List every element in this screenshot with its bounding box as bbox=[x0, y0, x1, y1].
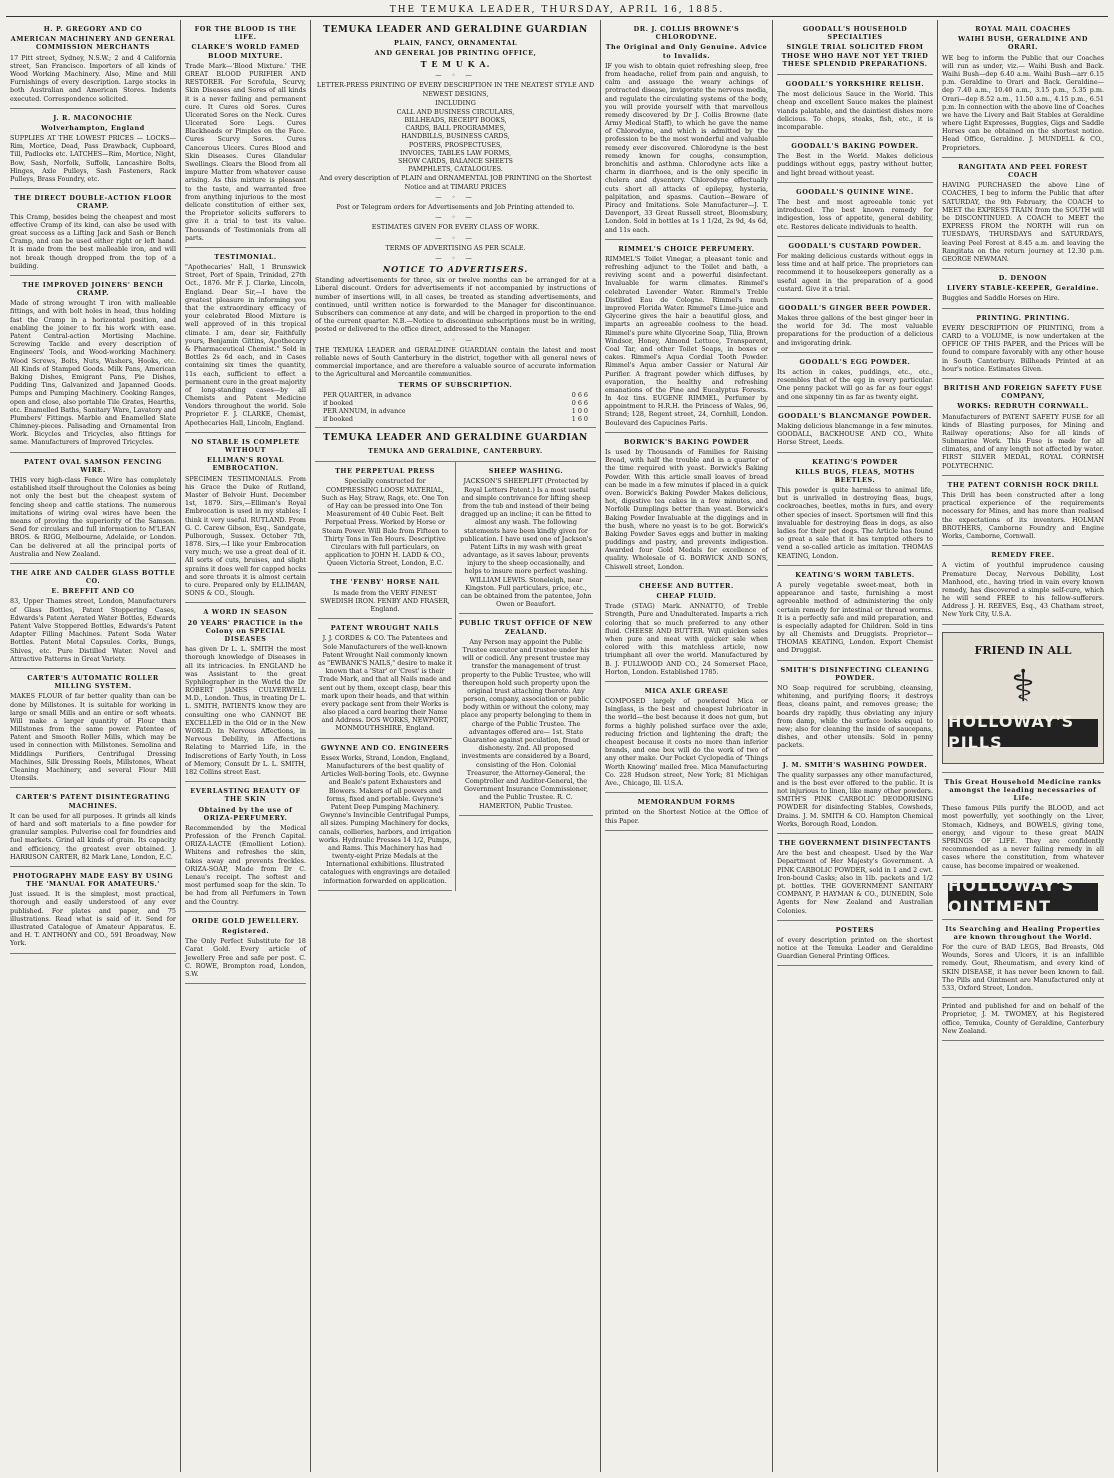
ad-heading: BORWICK'S BAKING POWDER bbox=[623, 437, 750, 446]
ad-body: HAVING PURCHASED the above Line of COACHES, I beg to inform the Public that after SATURDAY, the 9th February, the COACH to MEET the EXPRESS TRAIN from the SOUTH will be DISCONTINUED. A COACH to MEET the EXPRESS FROM the NORTH will run on TUESDAYS, THURSDAYS and SATURDAYS, leaving Peel Forest at 8.45 a.m. and leaving the Rangitata on the return journey at 12.30 p.m. GEORGE NEWMAN. bbox=[942, 181, 1104, 263]
about-paper: THE TEMUKA LEADER and GERALDINE GUARDIAN contain the latest and most reliable news of South Canterbury in the district, together with all general news of commercial importance, and are therefore a valuable source of accurate information to the Agricultural and Mercantile communities. bbox=[315, 345, 596, 379]
advertisement bbox=[942, 998, 1104, 1041]
ad-heading: NO STABLE IS COMPLETE WITHOUT bbox=[191, 437, 300, 454]
subscription-amount: 0 6 6 bbox=[571, 398, 588, 407]
ad-heading: GOODALL'S HOUSEHOLD SPECIALTIES bbox=[802, 25, 908, 42]
printing-item: CALL AND BUSINESS CIRCULARS, bbox=[396, 107, 515, 116]
advertisement bbox=[10, 669, 176, 788]
ad-heading: SHEEP WASHING. bbox=[488, 467, 564, 476]
advertisement bbox=[942, 920, 1104, 999]
advertisement bbox=[942, 773, 1104, 876]
notice-heading: NOTICE TO ADVERTISERS. bbox=[382, 264, 529, 275]
advertisement bbox=[185, 248, 306, 433]
advertisement bbox=[10, 564, 176, 669]
divider: — ◦ — bbox=[435, 71, 476, 80]
ad-body: A purely vegetable sweet-meat, both in appearance and taste, furnishing a most agreeable method of administering the only certain remedy for intestinal or thread worms. It is a perfectly safe and mild preparation, and is especially adapted for Children. Sold in tins by all Chemists and Druggists. Proprietor—THOMAS KEATING, London. Export Chemist and Druggist. bbox=[777, 580, 933, 655]
ad-heading: MEMORANDUM FORMS bbox=[637, 798, 736, 807]
printing-item: INVOICES, TABLES LAW FORMS, bbox=[399, 148, 512, 157]
advertisement bbox=[10, 109, 176, 190]
ad-heading: POSTERS bbox=[835, 925, 875, 934]
ad-heading: MICA AXLE GREASE bbox=[644, 686, 729, 695]
ad-body: THIS very high-class Fence Wire has completely established itself throughout the Colonies as being not only the best but the cheapest system of fencing sheep and cattle stations. The numerous imitations of wiring oval wires have been the means of proving the superiority of the Samson. Send for circulars and full information to M'LEAN BROS. & RIGG, Melbourne, Adelaide, or London. Can be delivered at all the principal ports of Australia and New Zealand. bbox=[10, 476, 176, 558]
advertisement bbox=[605, 793, 768, 831]
ad-body: Buggies and Saddle Horses on Hire. bbox=[942, 294, 1060, 303]
subscription-row bbox=[315, 415, 596, 423]
column-2 bbox=[181, 20, 311, 1472]
ad-body: Is used by Thousands of Families for Raising Bread, with half the trouble and in a quarter of the time required with yeast. Borwick's Baking Powder. With this article small loaves of bread can be made in a few minutes if placed in a quick oven. Borwick's Baking Powder Makes delicious, hot, digestive tea cakes in a few minutes, and Norfolk Dumplings better than yeast. Borwick's Baking Powder Invaluable at the diggings and in the bush, where no yeast is to be got. Borwick's Baking Powder Saves eggs and butter in making puddings and pastry, and prevents indigestion. Awarded four Gold Medals for excellence of quality. Wholesale of G. BORWICK AND SONS, Chiswell street, London. bbox=[605, 448, 768, 571]
ad-body: of every description printed on the shortest notice at the Temuka Leader and Geraldine Guardian General Printing Offices. bbox=[777, 935, 933, 961]
subscription-amount: 1 0 0 bbox=[571, 407, 588, 416]
advertisement bbox=[942, 625, 1104, 773]
divider: — ◦ — bbox=[435, 233, 476, 242]
ad-heading: REMEDY FREE. bbox=[991, 551, 1055, 560]
divider: — ◦ — bbox=[435, 213, 476, 222]
ad-body: "Apothecaries' Hall, 1 Brunswick Street, Port of Spain, Trinidad, 27th Oct., 1876. Mr F. J. Clarke, Lincoln, England. Dear Sir,—I have the greatest pleasure in informing you that the extraordinary efficacy of your celebrated Blood Mixture is well approved of in this tropical climate. I am, dear sir, Faithfully yours, Benjamin Gittins, Apothecary & Pharmaceutical Chemist." Sold in Bottles 2s 6d each, and in Cases containing six times the quantity, 11s each, sufficient to effect a permanent cure in the great majority of long-standing cases—by all Chemists and Patent Medicine Vendors throughout the world. Sole Proprietor F. J. CLARKE, Chemist, Apothecaries Hall, Lincoln, England. bbox=[185, 263, 306, 427]
ad-heading: CHEESE AND BUTTER. bbox=[639, 581, 734, 590]
ad-subheading: 20 YEARS' PRACTICE in the Colony on SPECIAL DISEASES bbox=[187, 618, 304, 643]
advertisement bbox=[10, 867, 176, 954]
advertisement bbox=[605, 577, 768, 682]
masthead: THE TEMUKA LEADER, THURSDAY, APRIL 16, 1885. bbox=[6, 4, 1108, 17]
ad-body: The quality surpasses any other manufactured, and is the best ever offered to the public. It is not injurious to linen, like many other powders. SMITH'S PINK CARBOLIC DEODORISING POWDER for disinfecting Stables, Cowsheds, Drains. J. M. SMITH & CO. Hampton Chemical Works, Borough Road, London. bbox=[777, 770, 933, 828]
post-orders-line: Post or Telegram orders for Advertisements and Job Printing attended to. bbox=[336, 202, 575, 211]
advertisement bbox=[942, 269, 1104, 309]
ad-heading: A WORD IN SEASON bbox=[203, 608, 288, 617]
advertisement bbox=[942, 876, 1104, 920]
ad-body: These famous Pills purify the BLOOD, and act most powerfully, yet soothingly on the Liver, Stomach, Kidneys, and BOWELS, giving tone, energy, and vigour to these great MAIN SPRINGS OF LIFE. They are confidently recommended as a never failing remedy in all cases where the constitution, from whatever cause, has become impaired or weakened. bbox=[942, 804, 1104, 870]
advertisement bbox=[942, 309, 1104, 379]
subscription-amount: 1 6 0 bbox=[571, 415, 588, 424]
advertisement bbox=[185, 603, 306, 782]
ad-heading: GOODALL'S CUSTARD POWDER. bbox=[788, 241, 922, 250]
ad-body: Trade Mark—'Blood Mixture.' THE GREAT BLOOD PURIFIER AND RESTORER. For Scrofula, Scurvy, Skin Diseases and Sores of all kinds it is a never failing and permanent cure. It Cures old Sores. Cures Ulcerated Sores on the Neck. Cures Ulcerated Sore Legs. Cures Blackheads or Pimples on the Face. Cures Scurvy Sores. Cures Cancerous Ulcers. Cures Blood and Skin Diseases. Cures Glandular Swellings. Clears the Blood from all impure Matter from whatever cause arising. As this mixture is pleasant to the taste, and warranted free from anything injurious to the most delicate constitution of either sex, the Proprietor solicits sufferers to give it a trial to test its value. Thousands of Testimonials from all parts. bbox=[185, 61, 306, 242]
ad-body: Makes three gallons of the best ginger beer in the world for 3d. The most valuable preparations for the production of a delicious and invigorating drink. bbox=[777, 314, 933, 347]
ad-heading: THE IMPROVED JOINERS' BENCH CRAMP. bbox=[22, 280, 164, 298]
advertisement bbox=[942, 20, 1104, 158]
advertisement bbox=[777, 756, 933, 835]
banner-subtitle-2: TEMUKA AND GERALDINE, CANTERBURY. bbox=[368, 447, 543, 455]
advertisement bbox=[942, 379, 1104, 476]
subscription-label: if booked bbox=[323, 398, 353, 407]
printing-item: PAMPHLETS, CATALOGUES. bbox=[408, 165, 503, 174]
ad-body: Any Person may appoint the Public Trustee executor and trustee under his will or codicil. Any present trustee may transfer the management of trust property to the Public Trustee, who will thereupon hold such property upon the original trust attaching thereto. Any person, company, association or public body within or without the colony, may place any property belonging to them in charge of the Public Trustee. The advantages offered are— 1st. State Guarantee against peculation, fraud or dishonesty. 2nd. All proposed investments are considered by a Board, consisting of the Hon. Colonial Treasurer, the Attorney-General, the Comptroller and Auditor-General, the Government Insurance Commissioner, and the Public Trustee. R. C. HAMERTON, Public Trustee. bbox=[460, 637, 592, 810]
ad-subheading: Registered. bbox=[221, 926, 270, 935]
printing-item: HANDBILLS, BUSINESS CARDS, bbox=[401, 132, 510, 141]
subscription-heading: TERMS OF SUBSCRIPTION. bbox=[398, 380, 513, 389]
advertisement bbox=[777, 353, 933, 407]
ad-heading: TESTIMONIAL. bbox=[214, 252, 277, 261]
ad-subheading: ELLIMAN'S ROYAL EMBROCATION. bbox=[207, 456, 284, 473]
ad-heading: PATENT OVAL SAMSON FENCING WIRE. bbox=[23, 457, 163, 474]
ad-body: Essex Works, Strand, London, England, Manufacturers of the best quality of Articles Well-boring Tools, etc. Gwynne and Beale's patent Exhausters and Blowers. Makers of all powers and forms, fixed and portable. Gwynne's Patent Deep Pumping Machinery. Gwynne's Invincible Centrifugal Pumps, all sizes. Pumping Machinery for docks, canals, collieries, harbors, and irrigation works. Hydraulic Presses 14 1/2, Pumps, and Rams. This Machinery has had twenty-eight Prize Medals at the International exhibitions. Illustrated catalogues with engravings are detailed information forwarded on application. bbox=[318, 753, 452, 885]
banner-title-2: TEMUKA LEADER AND GERALDINE GUARDIAN bbox=[323, 433, 588, 444]
advertisement bbox=[605, 433, 768, 577]
advertisement bbox=[777, 661, 933, 756]
advertisement bbox=[777, 921, 933, 967]
ad-heading: THE 'FENBY' HORSE NAIL bbox=[330, 578, 440, 587]
office-line-3: T E M U K A. bbox=[420, 58, 491, 69]
ad-heading: PHOTOGRAPHY MADE EASY BY USING THE 'MANUAL FOR AMATEURS.' bbox=[12, 871, 174, 889]
ad-heading: THE GOVERNMENT DISINFECTANTS bbox=[778, 839, 932, 847]
subscription-label: PER QUARTER, in advance bbox=[323, 390, 412, 399]
ad-heading: FOR THE BLOOD IS THE LIFE. bbox=[194, 25, 297, 42]
ad-body: JACKSON'S SHEEPLIFT (Protected by Royal Letters Patent.) Is a most useful and simple contrivance for lifting sheep from the tub and instead of their being dragged up an incline; it can be fitted to almost any wash. The following statements have been kindly given for publication. I have used one of Jackson's Patent Lifts in my wash with great advantage, as it saves labour, prevents injury to the sheep occasionally, and helps to insure more perfect washing. WILLIAM LEWIS. Stoneleigh, near Kingston. Full particulars, price, etc., can be obtained from the patentee, John Owen or Beaufort. bbox=[460, 477, 592, 609]
ad-heading: PUBLIC TRUST OFFICE OF NEW ZEALAND. bbox=[459, 619, 593, 636]
columns bbox=[6, 20, 1108, 1472]
advertisement bbox=[605, 682, 768, 793]
advertisement bbox=[777, 453, 933, 566]
ad-body: J. J. CORDES & CO. The Patentees and Sole Manufacturers of the well-known Patent Wrought Nail commonly known as "EWBANK'S NAILS," desire to make it known that a 'Star' or 'Crest' is their Trade Mark, and that all Nails made and sent out by them, except clasp, bear this mark upon their heads, and that within every package sent from their Works is also placed a card bearing their Name and Address. DOS WORKS, NEWPORT, MONMOUTHSHIRE, England. bbox=[318, 634, 452, 733]
ad-subheading: E. BREFFIT AND CO bbox=[51, 587, 135, 596]
ad-body: SPECIMEN TESTIMONIALS. From his Grace the Duke of Rutland, Master of Belvoir Hunt. December 1st, 1879. Sirs,—Elliman's Royal Embrocation is used in my stables; I think it very useful. RUTLAND. From G. C. Carew Gibson, Esq., Sandgate, Pulborough, Sussex. October 7th, 1878. Sirs,—I like your Embrocation very much; we use a great deal of it. All sorts of cuts, bruises, and slight sprains it does well for capped hocks and sore throats it is almost certain to cure. Prepared only by ELLIMAN, SONS & CO., Slough. bbox=[185, 474, 306, 598]
advertisement bbox=[605, 20, 768, 240]
ad-body: 83, Upper Thames street, London, Manufacturers of Glass Bottles, Patent Stoppering Cases, Edwards's Patent Aerated Water Bottles, Edwards Patent Valve Stoppered Bottles, Edwards's Patent Adapter Filling Machines. Patent Soda Water Bottles. Patent Metal Capsules. Corks, Bungs, Shives, etc. Pure Distilled Water. Novel and Attractive Patterns in Great Variety. bbox=[10, 597, 176, 663]
ad-body: It can be used for all purposes. It grinds all kinds of hard and soft materials to a fine powder for granular samples. Pulverise coal for foundries and fuel markets. Grind all kinds of grain. Its capacity and efficiency, the greatest ever obtained. J. HARRISON CARTER, 82 Mark Lane, London, E.C. bbox=[10, 811, 176, 861]
advertisement bbox=[10, 20, 176, 109]
ad-heading: GOODALL'S BLANCMANGE POWDER. bbox=[778, 411, 932, 420]
including-label: INCLUDING bbox=[435, 98, 476, 107]
ad-body: SUPPLIES AT THE LOWEST PRICES — LOCKS—Rim, Mortice, Dead, Pass Drawback, Cupboard, Till, Padlocks etc. LATCHES—Rim, Mortice, Night, Bow, Sash, Norfolk, Suffolk, Lancashire Bolts, Hinges, Axle Pulleys, Sash Fasteners, Rack Pulleys, Brass Foundry, etc. bbox=[10, 134, 176, 183]
advertisement bbox=[605, 240, 768, 433]
ad-heading: THE AIRE AND CALDER GLASS BOTTLE CO. bbox=[10, 568, 176, 586]
ad-heading: GOODALL'S YORKSHIRE RELISH. bbox=[785, 79, 925, 88]
ad-subheading: KILLS BUGS, FLEAS, MOTHS BEETLES. bbox=[795, 467, 915, 484]
divider: — ◦ — bbox=[435, 335, 476, 344]
ad-heading: EVERLASTING BEAUTY OF THE SKIN bbox=[190, 787, 301, 804]
ad-body: MAKES FLOUR of far better quality than can be done by Millstones. It is suitable for working in large or small Mills and an entire or soft wheats. Will make a larger quantity of Flour than Millstones from the same power. Patentee of Patent and Smooth Roller Mills, which may be used in connection with Millstones. Semolina and Middlings Purifiers, Centrifugal Dressing Machines, Silk Dressing Reels, Millstones, Wheat Cleaning Machinery, and several Flour Mill Utensils. bbox=[10, 692, 176, 783]
ad-heading: GOODALL'S EGG POWDER. bbox=[799, 357, 911, 366]
ad-heading: THE DIRECT DOUBLE-ACTION FLOOR CRAMP. bbox=[14, 194, 172, 211]
ad-subheading: The Original and Only Genuine. Advice to Invalids. bbox=[605, 43, 768, 60]
advertisement bbox=[10, 189, 176, 276]
ad-subheading: Wolverhampton, England bbox=[41, 123, 145, 132]
advertisement bbox=[459, 614, 593, 815]
ad-subheading: CHEAP FLUID. bbox=[656, 592, 717, 600]
ad-heading: RANGITATA AND PEEL FOREST COACH bbox=[958, 162, 1088, 179]
advertisement bbox=[777, 137, 933, 183]
terms-line: TERMS OF ADVERTISING AS PER SCALE. bbox=[385, 243, 526, 252]
holloways-seal-illustration bbox=[942, 632, 1104, 764]
ad-heading: THE PERPETUAL PRESS bbox=[335, 467, 435, 476]
divider: — ◦ — bbox=[435, 253, 476, 262]
ad-heading: RIMMEL'S CHOICE PERFUMERY. bbox=[618, 244, 755, 253]
seal-banner: HOLLOWAY'S PILLS bbox=[948, 719, 1098, 747]
banner-title: TEMUKA LEADER AND GERALDINE GUARDIAN bbox=[323, 25, 588, 35]
printing-office-ad bbox=[315, 20, 596, 428]
subscription-amount: 0 6 6 bbox=[571, 390, 588, 399]
column-4 bbox=[601, 20, 773, 1472]
ad-heading: ORIDE GOLD JEWELLERY. bbox=[191, 916, 300, 925]
ad-body: Its action in cakes, puddings, etc., etc., resembles that of the egg in every particular. One penny packet will go as far as four eggs! and one sixpenny tin as far as twenty eight. bbox=[777, 368, 933, 401]
advertisement bbox=[777, 20, 933, 75]
ad-body: For making delicious custards without eggs in less time and at half price. The proprietors can recommend it to housekeepers generally as a useful agent in the preparation of a good custard. Give it a trial. bbox=[777, 251, 933, 293]
ad-body: The best and most agreeable tonic yet introduced. The best known remedy for indigestion, loss of appetite, general debility, etc. Restores delicate individuals to health. bbox=[777, 198, 933, 231]
subscription-row bbox=[315, 391, 596, 399]
ad-body: RIMMEL'S Toilet Vinegar, a pleasant tonic and refreshing adjunct to the Toilet and bath, a reviving scent and a powerful disinfectant. Invaluable for warm climates. Rimmel's celebrated Lavender Water. Rimmel's Treble Distilled Eau de Cologne. Rimmel's much improved Florida Water. Rimmel's Lime-juice and Glycerine gives the hair a beautiful gloss, and imparts an agreeable coolness to the head. Rimmel's pure white Glycerine Soap, Tilia, Brown Windsor, Honey, Almond Lettuce, Transparent, Coal Tar, and other Toilet Soaps, in boxes or cakes. Rimmel's Aqua Cordial Tooth Powder. Rimmel's Aqua amber Cassier or Natural Air Purifier. A fragrant powder which diffuses, by evaporation, the healthy and refreshing emanations of the Pine and Eucalyptus Forests. In 4oz tins. EUGENE RIMMEL, Perfumer by appointment to H.R.H. the Princess of Wales, 96, Strand; 128, Regent street, 24, Cornhill, London. Boulevard des Capucines Paris. bbox=[605, 254, 768, 427]
subscription-row bbox=[315, 407, 596, 415]
ad-subheading: WAIHI BUSH, GERALDINE AND ORARI. bbox=[958, 35, 1088, 52]
ad-heading: CARTER'S PATENT DISINTEGRATING MACHINES. bbox=[15, 793, 171, 810]
ad-body: This Cramp, besides being the cheapest and most effective Cramp of its kind, can also be used with great success as a Lifting Jack and Sash or Bench Cramp, and can be used either right or left hand. It is made from the best malleable iron, and will not break though dropped from the top of a building. bbox=[10, 212, 176, 270]
ad-heading: PRINTING. PRINTING. bbox=[976, 313, 1070, 322]
column-6 bbox=[938, 20, 1108, 1472]
ad-body: A victim of youthful imprudence causing Premature Decay, Nervous Debility, Lost Manhood, etc., having tried in vain every known remedy, has discovered a simple self-cure, which he will send FREE to his fellow-sufferers. Address J. H. REEVES, Esq., 43 Chatham street, New York City, U.S.A. bbox=[942, 561, 1104, 619]
ad-body: The most delicious Sauce in the World. This cheap and excellent Sauce makes the plainest viands palatable, and the daintiest dishes more delicious. To chops, steaks, fish, etc., it is incomparable. bbox=[777, 90, 933, 131]
ad-subheading: SINGLE TRIAL SOLICITED FROM THOSE WHO HAVE NOT YET TRIED THESE SPLENDID PREPARATIONS. bbox=[781, 43, 929, 68]
printing-item: CARDS, BALL PROGRAMMES, bbox=[405, 124, 506, 133]
ad-heading: SMITH'S DISINFECTING CLEANING POWDER. bbox=[780, 665, 930, 682]
ad-heading: KEATING'S POWDER bbox=[812, 457, 898, 466]
advertisement bbox=[185, 20, 306, 248]
ad-heading: PATENT WROUGHT NAILS bbox=[330, 624, 440, 633]
office-line-1: PLAIN, FANCY, ORNAMENTAL bbox=[393, 38, 518, 47]
ad-heading: GWYNNE AND CO. ENGINEERS bbox=[320, 743, 450, 752]
notice-body: Standing advertisements for three, six or twelve months can be arranged for at a Liberal discount. Orders for advertisements if not accompanied by instructions of number of insertions will, in all cases, be treated as standing advertisements, and continued, until written notice is forwarded to the Manager for discontinuance. Subscribers can commence at any date, and will be charged in proportion to the end of the current quarter. N.B.—Notice to discontinue subscriptions must be in writing, posted or delivered to the office direct, addressed to the Manager. bbox=[315, 276, 596, 334]
ad-heading: ROYAL MAIL COACHES bbox=[975, 25, 1071, 33]
ad-heading: J. R. MACONOCHIE bbox=[53, 113, 133, 122]
ad-heading: This Great Household Medicine ranks amongst the leading necessaries of Life. bbox=[944, 777, 1102, 802]
advertisement bbox=[777, 299, 933, 353]
ad-heading: GOODALL'S GINGER BEER POWDER. bbox=[778, 303, 932, 312]
ad-body: NO Soap required for scrubbing, cleansing, whitening, and purifying floors; it destroys fleas, cleans paint, and removes grease; the boards dry rapidly, thus obviating any injury from damp, while the surface looks equal to new; also for cleaning the inside of saucepans, dishes, and other utensils. Sold in penny packets. bbox=[777, 684, 933, 750]
subscription-label: PER ANNUM, in advance bbox=[323, 407, 406, 416]
ad-body: Printed and published for and on behalf of the Proprietor, J. M. TWOMEY, at his Registered office, Temuka, County of Geraldine, Canterbury New Zealand. bbox=[942, 1002, 1104, 1035]
office-line-2: AND GENERAL JOB PRINTING OFFICE, bbox=[374, 48, 537, 57]
column-3 bbox=[311, 20, 601, 1472]
ad-heading: GOODALL'S QUININE WINE. bbox=[796, 187, 914, 196]
advertisement bbox=[185, 433, 306, 604]
ointment-banner: HOLLOWAY'S OINTMENT bbox=[948, 883, 1098, 911]
ad-body: 17 Pitt street, Sydney, N.S.W.; 2 and 4 California street, San Francisco. Importers of all kinds of Wood Working Machinery. Also, Mine and Mill Furnishings of every description. Large stocks in both Australian and American Stores. Indents executed. Correspondence solicited. bbox=[10, 53, 176, 103]
ad-heading: J. M. SMITH'S WASHING POWDER. bbox=[782, 760, 928, 769]
banner-ad-2 bbox=[315, 428, 596, 462]
printing-item: POSTERS, PROSPECTUSES, bbox=[408, 140, 503, 149]
advertisement bbox=[10, 453, 176, 564]
advertisement bbox=[777, 237, 933, 299]
advertisement bbox=[777, 407, 933, 453]
ad-body: This powder is quite harmless to animal life, but is unrivalled in destroying fleas, bugs, cockroaches, beetles, moths in furs, and every other species of insect. Sportsmen will find this invaluable for destroying fleas in dogs, as also ladies for their pet dogs. The Article has found so great a sale that it has tempted others to vend a so-called article as imitation. THOMAS KEATING, London. bbox=[777, 486, 933, 560]
seal-figure-icon: ⚕ bbox=[1011, 660, 1035, 712]
advertisement bbox=[318, 619, 452, 738]
advertisement bbox=[318, 739, 452, 891]
letterpress-line: LETTER-PRESS PRINTING OF EVERY DESCRIPTION IN THE NEATEST STYLE AND NEWEST DESIGNS, bbox=[316, 81, 595, 98]
ad-subheading: CLARKE'S WORLD FAMED BLOOD MIXTURE. bbox=[191, 43, 300, 60]
advertisement bbox=[777, 75, 933, 137]
column-5 bbox=[773, 20, 938, 1472]
advertisement bbox=[942, 158, 1104, 269]
ad-body: Just issued. It is the simplest, most practical, thorough and easily understood of any ever published. For plates and paper, and 75 illustrations. Read what is said of it. Send for illustrated Catalogue of Amateur Apparatus. E. and H. T. ANTHONY and CO., 591 Broadway, New York. bbox=[10, 890, 176, 948]
ad-heading: D. DENOON bbox=[998, 274, 1048, 283]
subscription-row bbox=[315, 399, 596, 407]
seal-motto: FRIEND IN ALL bbox=[974, 644, 1072, 658]
ad-body: Is made from the VERY FINEST SWEDISH IRON. FENBY AND FRASER, England. bbox=[320, 588, 450, 613]
ad-body: Making delicious blancmange in a few minutes. GOODALL, BACKHOUSE AND CO., White Horse Street, Leeds. bbox=[777, 421, 933, 447]
left-ads bbox=[315, 462, 456, 891]
ad-heading: THE PATENT CORNISH ROCK DRILL bbox=[947, 480, 1099, 489]
every-line: And every description of PLAIN and ORNAMENTAL JOB PRINTING on the Shortest Notice and at TIMARU PRICES bbox=[319, 174, 592, 191]
ad-body: The Only Perfect Substitute for 18 Carat Gold. Every article of Jewellery Free and safe per post. C. C. ROWE, Brompton road, London, S.W. bbox=[185, 937, 306, 978]
ad-heading: GOODALL'S BAKING POWDER. bbox=[791, 142, 919, 151]
ad-subheading: AMERICAN MACHINERY AND GENERAL COMMISSION MERCHANTS bbox=[10, 35, 176, 52]
printing-item: BILLHEADS, RECEIPT BOOKS, bbox=[404, 116, 507, 125]
ad-body: The Best in the World. Makes delicious puddings without eggs, pastry without butter, and light bread without yeast. bbox=[777, 152, 933, 177]
ad-subheading: WORKS: REDRUTH CORNWALL. bbox=[957, 402, 1089, 411]
ad-subheading: Obtained by the use of ORIZA-PERFUMERY. bbox=[198, 805, 293, 822]
ad-heading: H. P. GREGORY AND CO bbox=[43, 25, 143, 33]
ad-body: For the cure of BAD LEGS, Bad Breasts, Old Wounds, Sores and Ulcers, it is an infallible remedy. Gout, Rheumatism, and every kind of SKIN DISEASE, it has never been known to fail. The Pills and Ointment are Manufactured only at 533, Oxford Street, London. bbox=[942, 943, 1104, 992]
ad-body: EVERY DESCRIPTION OF PRINTING, from a CARD to a VOLUME, is now undertaken at the OFFICE OF THIS PAPER, and the Prices will be found to compare favorably with any other house in South Canterbury. Billheads Printed at an hour's notice. Estimates Given. bbox=[942, 323, 1104, 373]
printing-items bbox=[315, 108, 596, 174]
advertisement bbox=[10, 276, 176, 453]
advertisement bbox=[185, 912, 306, 984]
ad-body: printed on the Shortest Notice at the Office of this Paper. bbox=[605, 808, 768, 825]
subscription-label: if booked bbox=[323, 415, 353, 424]
ad-body: Specially constructed for COMPRESSING LOOSE MATERIAL, Such as Hay, Straw, Rags, etc. One Ton of Hay can be pressed into One Ton Measurement of 40 Cubic Feet. Belt Perpetual Press. Worked by Horse or Steam Power. Will Bale from Fifteen to Thirty Tons in Ten Hours. Descriptive Circulars with full particulars, on application to JOHN H. LADD & CO., Queen Victoria Street, London, E.C. bbox=[321, 477, 449, 568]
advertisement bbox=[777, 183, 933, 237]
ad-body: IF you wish to obtain quiet refreshing sleep, free from headache, relief from pain and anguish, to calm and assuage the weary achings of protracted disease, invigorate the nervous media, and regulate the circulating systems of the body, you will provide yourself with that marvellous remedy discovered by Dr J. Collis Browne (late Army Medical Staff), to which he gave the name of Chlorodyne, and which is admitted by the profession to be the most wonderful and valuable remedy ever discovered. Chlorodyne is the best remedy known for coughs, consumption, bronchitis and asthma. Chlorodyne acts like a charm in diarrhoea, and is the only specific in cholera and dysentery. Chlorodyne effectually cuts short all attacks of epilepsy, hysteria, palpitation, and spasms. Caution—Beware of Piracy and Imitations. Sole Manufacturer—J. T. Davenport, 33 Great Russell street, Bloomsbury, London. Sold in bottles at 1s 1 1/2d, 2s 9d, 4s 6d, and 11s each. bbox=[605, 61, 768, 234]
ad-body: Recommended by the Medical Profession of the French Capital. ORIZA-LACTE (Emollient Lotion). Whitens and refreshes the skin, takes away and prevents freckles. ORIZA-SOAP, Made from Dr C. Lenau's receipt. The softest and most perfumed soap for the skin. To be had from all Perfumers in Town and the Country. bbox=[185, 823, 306, 906]
column-1 bbox=[6, 20, 181, 1472]
ad-heading: CARTER'S AUTOMATIC ROLLER MILLING SYSTEM. bbox=[27, 673, 159, 691]
advertisement bbox=[459, 462, 593, 614]
ad-body: Trade (STAG) Mark. ANNATTO, of Treble Strength, Pure and Unadulterated. Imparts a rich coloring that so much preferred to any other fluid. CHEESE AND BUTTER. Will quicken sales when pure and meat with quicker sale when colored with this matchless article, now triumphant all over the world. Manufactured by B. J. FULLWOOD AND CO., 24 Somerset Place, Horton, London. Established 1785. bbox=[605, 602, 768, 676]
ad-heading: KEATING'S WORM TABLETS. bbox=[795, 570, 915, 579]
ad-body: Made of strong wrought T iron with malleable fittings, and with bolt holes in head, thus holding fast the Cramp in a horizontal position, and enabling the joiner to fix his work with ease. Patent Central-action Mortising Machine. Screwing Tackle and every description of Engineers' Tools, and Wood-working Machinery. Wood Screws, Bolts, Nuts, Washers, Hooks, etc. All Kinds of Stamped Goods. Milk Pans, American Baking Dishes, Emigrant Pans, Pie Dishes, Pudding Tins, Galvanized and Japanned Goods. Pumps and Pumping Machinery. Cooking Ranges, open and close, also portable Tile Grates, Hearths, etc. Enamelled Baths, Sanitary Ware, Lavatory and Plumbers' Fittings. Marble and Enamelled Slate Chimney-pieces. Palisading and Ornamental Iron Work. Bicycles and Tricycles, also fittings for same. Manufacturers of Improved Tricycles. bbox=[10, 299, 176, 447]
ad-subheading: LIVERY STABLE-KEEPER, Geraldine. bbox=[947, 284, 1099, 293]
advertisement bbox=[777, 834, 933, 921]
ad-heading: DR. J. COLLIS BROWNE'S CHLORODYNE. bbox=[633, 25, 740, 42]
advertisement bbox=[942, 546, 1104, 625]
ad-body: Are the best and cheapest. Used by the War Department of Her Majesty's Government. A PINK CARBOLIC POWDER, sold in 1 and 2 cwt. Iron-bound Casks; also in 1lb. packets and 1/2 pt. bottles. THE GOVERNMENT SANITARY COMPANY, P. HAYMAN & CO., DUNEDIN, Sole Agents for New Zealand and Australian Colonies. bbox=[777, 849, 933, 915]
printing-item: SHOW CARDS, BALANCE SHEETS bbox=[398, 157, 513, 165]
advertisement bbox=[942, 476, 1104, 546]
split-ads bbox=[315, 462, 596, 891]
advertisement bbox=[10, 788, 176, 867]
ad-body: COMPOSED largely of powdered Mica or Isinglass, is the best and cheapest lubricator in the world—the best because it does not gum, but forms a highly polished surface over the axle, reducing friction and lightening the draft; the cheapest because it costs no more than inferior brands, and one box will do the work of two of any other make. Our Pocket Cyclopedia of 'Things Worth Knowing' mailed free. Mica Manufacturing Co. 228 Hudson street, New York; 81 Michigan Ave., Chicago, Ill. U.S.A. bbox=[605, 697, 768, 787]
right-ads bbox=[456, 462, 596, 891]
advertisement bbox=[185, 782, 306, 912]
ad-heading: Its Searching and Healing Properties are known throughout the World. bbox=[945, 924, 1101, 941]
subscription-table bbox=[315, 391, 596, 424]
ad-body: Manufacturers of PATENT SAFETY FUSE for all kinds of Blasting purposes, for Mining and Railway operations; Also for all kinds of Submarine Work. This Fuse is made for all climates, and of any length not affected by water. FIRST SILVER MEDAL, ROYAL CORNISH POLYTECHNIC. bbox=[942, 412, 1104, 470]
advertisement bbox=[318, 573, 452, 619]
advertisement bbox=[777, 566, 933, 661]
advertisement bbox=[318, 462, 452, 573]
ad-body: WE beg to inform the Public that our Coaches will run as under, viz.— Waihi Bush and Back. Waihi Bush—dep 6.40 a.m. Waihi Bush—arr 6.15 p.m. Geraldine to Orari and Back. Geraldine—dep 7.40 a.m., 10.40 a.m., 3.15 p.m., 5.35 p.m. Orari—dep 8.52 a.m., 11.50 a.m., 4.15 p.m., 6.51 p.m. In connection with the above line of Coaches we have the Livery and Bait Stables at Geraldine where Light Expresses, Buggies, Gigs and Saddle Horses can be obtained on the shortest notice. Head Office, Geraldine. J. MUNDELL & CO., Proprietors. bbox=[942, 53, 1105, 152]
divider: — ◦ — bbox=[435, 192, 476, 201]
ad-body: has given Dr L. L. SMITH the most thorough knowledge of Diseases in all its intricacies. In ENGLAND he was Assistant to the great Syphilographer in the World the Dr ROBERT JAMES CULVERWELL M.D., London. Thus, in treating Dr L. L. SMITH, PATIENTS know they are consulting one who CANNOT BE EXCELLED in the Old or in the New WORLD. In Nervous Affections, in Nervous Debility, in Affections Relating to Married Life, in the Indiscretions of Early Youth, in Loss of Memory, Consult Dr L. L. SMITH, 182 Collins street East. bbox=[185, 645, 306, 776]
estimates-line: ESTIMATES GIVEN FOR EVERY CLASS OF WORK. bbox=[371, 223, 540, 232]
ad-heading: BRITISH AND FOREIGN SAFETY FUSE COMPANY, bbox=[943, 383, 1103, 401]
ad-body: This Drill has been constructed after a long practical experience of the requirements necessary for Mines, and has more than realised the expectations of its inventors. HOLMAN BROTHERS, Camborne Foundry and Engine Works, Camborne, Cornwall. bbox=[942, 491, 1104, 540]
